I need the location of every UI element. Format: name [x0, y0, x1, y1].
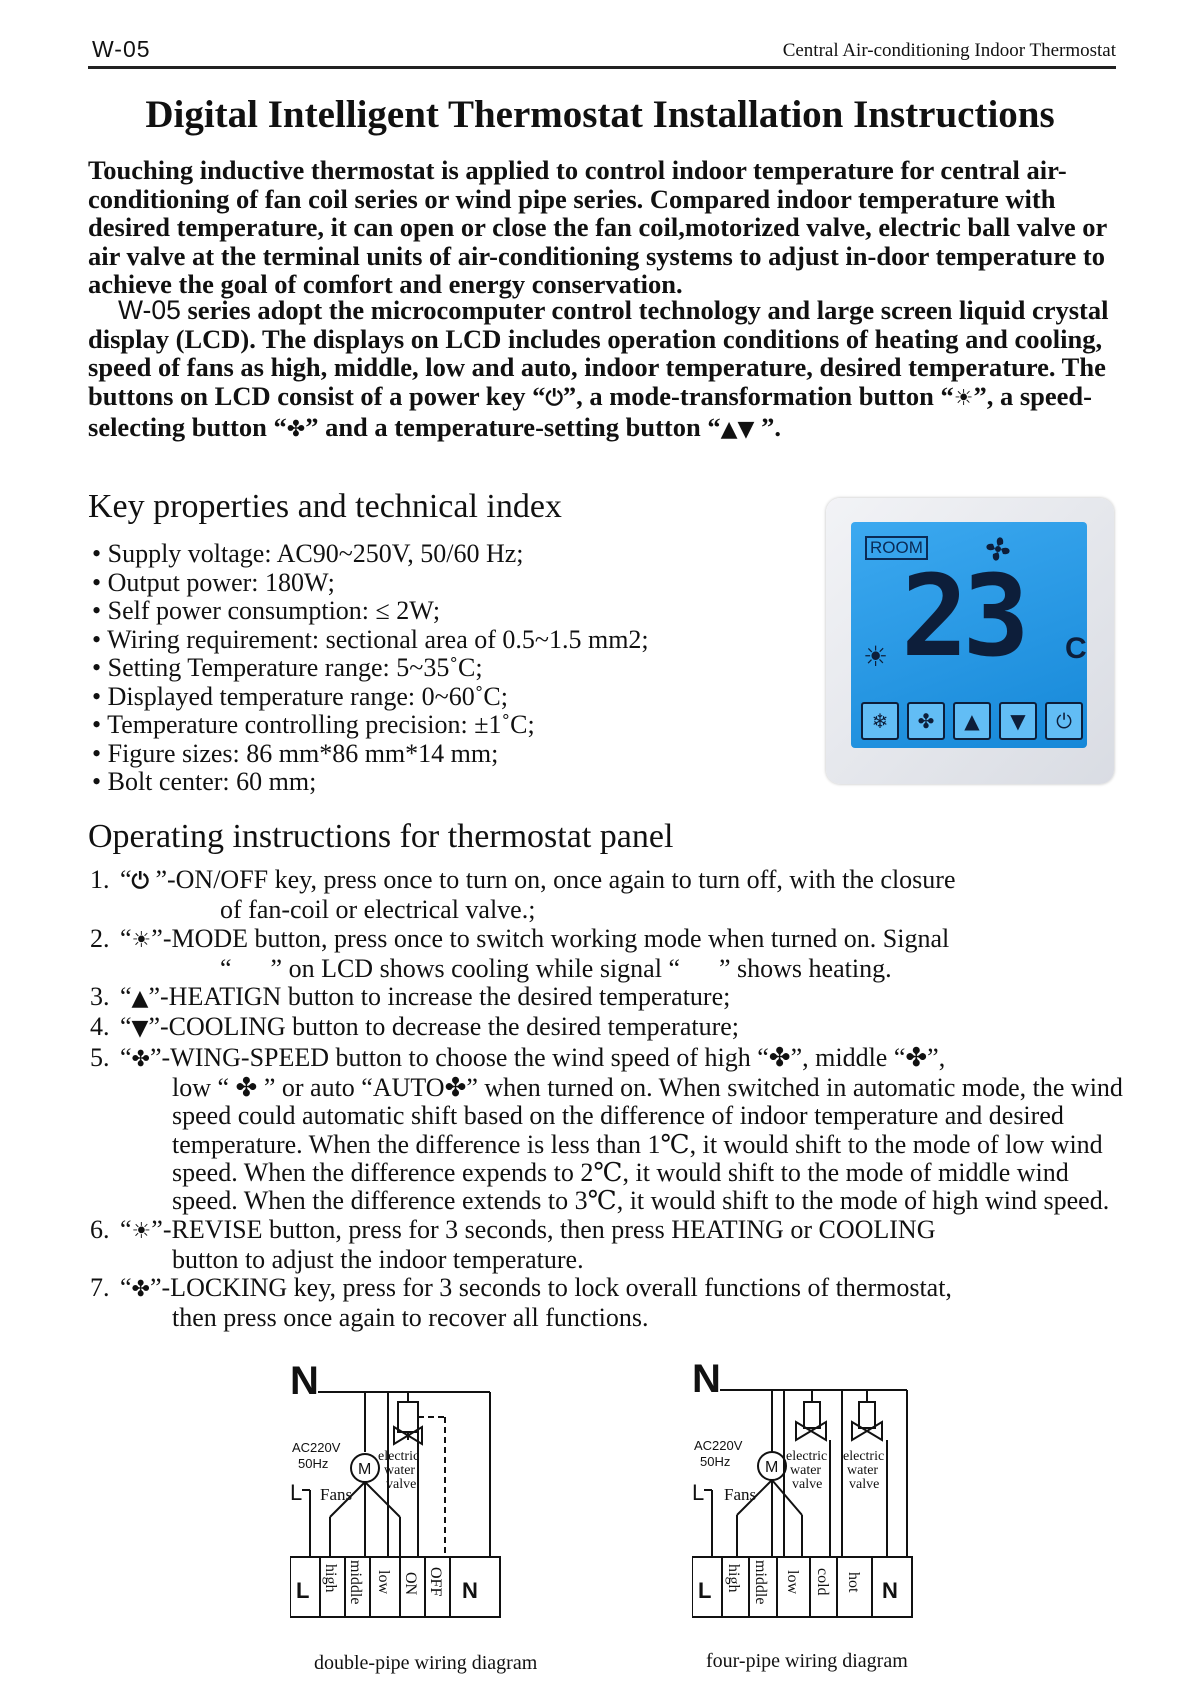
- line-label: L: [692, 1480, 705, 1505]
- updown-icon: ▲▼: [720, 417, 755, 442]
- valve-label-line1: electric: [843, 1449, 885, 1464]
- properties-list: [92, 540, 649, 797]
- page-title: Digital Intelligent Thermostat Installation Instructions: [145, 93, 1055, 136]
- left-diagram-caption: double-pipe wiring diagram: [314, 1652, 538, 1674]
- up-button-icon: ▲: [953, 702, 991, 740]
- room-label: ROOM: [865, 536, 928, 560]
- mode-icon: ☀: [953, 385, 974, 411]
- power-label: AC220V: [292, 1440, 341, 1455]
- header-rule: [88, 66, 1116, 69]
- list-item: 5. “✤”-WING-SPEED button to choose the wind speed of high “✤”, middle “✤”, low “ ✤ ” or auto “AUTO✤” when turned on. When switched in automatic mode, the wind speed could automatic shift based on the difference of indoor temperature and desired temperature. When the difference is less than 1℃, it would shift to the mode of low wind speed. When the difference expends to 2℃, it would shift to the mode of middle wind speed. When the difference extends to 3℃, it would shift to the mode of high wind speed.: [90, 1044, 1140, 1216]
- fan-button-icon: ✤: [907, 702, 945, 740]
- terminal-label: hot: [845, 1572, 862, 1593]
- model-code: W-05: [92, 36, 151, 62]
- valve-label-line3: valve: [849, 1477, 880, 1492]
- intro-text-d: ” and a temperature-setting button “: [305, 412, 721, 442]
- header-subtitle: Central Air-conditioning Indoor Thermostat: [782, 40, 1116, 61]
- terminal-label: N: [882, 1578, 898, 1603]
- item-text: ”-ON/OFF key, press once to turn on, once again to turn off, with the closure: [155, 865, 956, 894]
- power-icon: ⏻: [545, 385, 563, 411]
- list-item: 3. “▲”-HEATIGN button to increase the desired temperature;: [90, 983, 1140, 1013]
- list-item: 2. “☀”-MODE button, press once to switch working mode when turned on. Signal “ ” on LCD shows cooling while signal “ ” shows heating.: [90, 925, 1140, 984]
- fan-icon: ✤: [131, 1277, 150, 1303]
- property-item: • Output power: 180W;: [92, 569, 649, 598]
- valve-label-line2: water: [847, 1463, 879, 1478]
- power-label: AC220V: [694, 1438, 743, 1453]
- lcd-temperature: 23: [901, 552, 1024, 682]
- terminal-label: low: [375, 1570, 392, 1594]
- neutral-label: N: [290, 1359, 319, 1403]
- property-item: • Setting Temperature range: 5~35˚C;: [92, 654, 649, 683]
- freq-label: 50Hz: [700, 1454, 731, 1469]
- power-icon: ⏻: [131, 869, 149, 894]
- item-continuation: then press once again to recover all functions.: [172, 1303, 649, 1333]
- terminal-label: ON: [402, 1572, 419, 1596]
- property-item: • Figure sizes: 86 mm*86 mm*14 mm;: [92, 740, 649, 769]
- motor-label: M: [358, 1461, 372, 1478]
- property-item: • Supply voltage: AC90~250V, 50/60 Hz;: [92, 540, 649, 569]
- model-code-inline: W-05: [118, 295, 181, 325]
- double-pipe-wiring-diagram: [290, 1352, 560, 1652]
- item-continuation: low “ ✤ ” or auto “AUTO✤” when turned on. When switched in automatic mode, the wind speed could automatic shift based on the difference of indoor temperature and desired temperature. When the difference is less than 1℃, it would shift to the mode of low wind speed. When the difference expends to 2℃, it would shift to the mode of middle wind speed. When the difference extends to 3℃, it would shift to the mode of high wind speed.: [172, 1073, 1123, 1216]
- valve-label-line2: water: [384, 1463, 416, 1478]
- terminal-label: L: [698, 1578, 712, 1603]
- terminal-label: high: [725, 1564, 742, 1593]
- lcd-unit: C: [1065, 632, 1087, 665]
- item-text: ”-WING-SPEED button to choose the wind speed of high “✤”, middle “✤”,: [149, 1042, 946, 1072]
- fan-icon: ✤: [286, 417, 306, 442]
- list-item: 6. “☀”-REVISE button, press for 3 seconds, then press HEATING or COOLING button to adjust the indoor temperature.: [90, 1216, 1140, 1275]
- down-button-icon: ▼: [999, 702, 1037, 740]
- terminal-label: high: [322, 1564, 339, 1593]
- item-number: 7.: [90, 1273, 110, 1303]
- terminal-label: L: [296, 1578, 310, 1603]
- list-item: 7. “✤”-LOCKING key, press for 3 seconds to lock overall functions of thermostat, then press once again to recover all functions.: [90, 1274, 1140, 1333]
- fan-icon: ✤: [131, 1046, 150, 1072]
- item-continuation: of fan-coil or electrical valve.;: [220, 895, 536, 925]
- list-item: 4. “▼”-COOLING button to decrease the desired temperature;: [90, 1013, 1140, 1043]
- operating-heading: Operating instructions for thermostat panel: [88, 818, 674, 855]
- terminal-label: middle: [752, 1560, 769, 1605]
- terminal-label: OFF: [427, 1567, 444, 1597]
- terminal-label: N: [462, 1578, 478, 1603]
- four-pipe-wiring-diagram: [692, 1350, 952, 1650]
- item-number: 3.: [90, 982, 110, 1012]
- property-item: • Displayed temperature range: 0~60˚C;: [92, 683, 649, 712]
- property-item: • Temperature controlling precision: ±1˚C;: [92, 711, 649, 740]
- freq-label: 50Hz: [298, 1456, 329, 1471]
- terminal-label: low: [784, 1570, 801, 1594]
- lcd-screen: [851, 522, 1087, 748]
- motor-label: M: [765, 1459, 779, 1476]
- valve-label-line3: valve: [792, 1477, 823, 1492]
- item-continuation: button to adjust the indoor temperature.: [172, 1244, 584, 1274]
- intro-paragraph-2: [88, 296, 1128, 445]
- valve-label-line1: electric: [786, 1449, 828, 1464]
- properties-heading: Key properties and technical index: [88, 488, 562, 525]
- mode-button-icon: ❄: [861, 702, 899, 740]
- property-item: • Bolt center: 60 mm;: [92, 768, 649, 797]
- intro-text-b: ”, a mode-transformation button “: [562, 380, 954, 411]
- item-text: ”-REVISE button, press for 3 seconds, then press HEATING or COOLING: [151, 1214, 936, 1244]
- fans-label: Fans: [724, 1485, 757, 1504]
- right-diagram-caption: four-pipe wiring diagram: [706, 1650, 908, 1672]
- item-number: 1.: [90, 865, 110, 894]
- mode-icon: ☀: [131, 927, 152, 953]
- valve-label-line3: valve: [386, 1477, 417, 1492]
- item-number: 5.: [90, 1042, 110, 1072]
- item-number: 6.: [90, 1214, 110, 1244]
- thermostat-image: [826, 498, 1114, 784]
- operating-list: [90, 866, 1140, 1333]
- item-continuation: “ ” on LCD shows cooling while signal “ ” shows heating.: [220, 953, 892, 983]
- terminal-label: cold: [814, 1568, 831, 1596]
- item-text: ”-HEATIGN button to increase the desired temperature;: [148, 982, 731, 1012]
- line-label: L: [290, 1480, 303, 1505]
- item-text: ”-LOCKING key, press for 3 seconds to lock overall functions of thermostat,: [149, 1273, 952, 1303]
- item-text: ”-MODE button, press once to switch working mode when turned on. Signal: [151, 923, 950, 953]
- intro-text-e: ”.: [754, 412, 781, 442]
- terminal-label: middle: [347, 1560, 364, 1605]
- intro-text-c: ”, a speed-selecting button “: [88, 380, 1092, 442]
- neutral-label: N: [692, 1357, 721, 1401]
- intro-text-a: series adopt the microcomputer control technology and large screen liquid crystal display (LCD). The displays on LCD includes operation conditions of heating and cooling, speed of fans as high, middle, low and auto, indoor temperature, desired temperature. The buttons on LCD consist of a power key “: [88, 295, 1109, 411]
- valve-label-line2: water: [790, 1463, 822, 1478]
- intro-paragraph-1: Touching inductive thermostat is applied to control indoor temperature for central air-conditioning of fan coil series or wind pipe series. Compared indoor temperature with desired temperature, it can open or close the fan coil,motorized valve, electric ball valve or air valve at the terminal units of air-conditioning systems to adjust in-door temperature to achieve the goal of comfort and energy conservation.: [88, 155, 1107, 299]
- lcd-sun-icon: ☀: [863, 642, 889, 673]
- property-item: • Self power consumption: ≤ 2W;: [92, 597, 649, 626]
- list-item: 1. “⏻ ”-ON/OFF key, press once to turn on, once again to turn off, with the closure of fan-coil or electrical valve.;: [90, 866, 1140, 925]
- fans-label: Fans: [320, 1485, 353, 1504]
- valve-label-line1: electric: [378, 1449, 420, 1464]
- item-number: 2.: [90, 923, 110, 953]
- up-icon: ▲: [131, 986, 149, 1012]
- property-item: • Wiring requirement: sectional area of 0.5~1.5 mm2;: [92, 626, 649, 655]
- item-number: 4.: [90, 1012, 110, 1042]
- item-text: ”-COOLING button to decrease the desired temperature;: [148, 1012, 740, 1042]
- down-icon: ▼: [131, 1016, 149, 1042]
- power-button-icon: ⏻: [1045, 702, 1083, 740]
- mode-icon: ☀: [131, 1218, 152, 1244]
